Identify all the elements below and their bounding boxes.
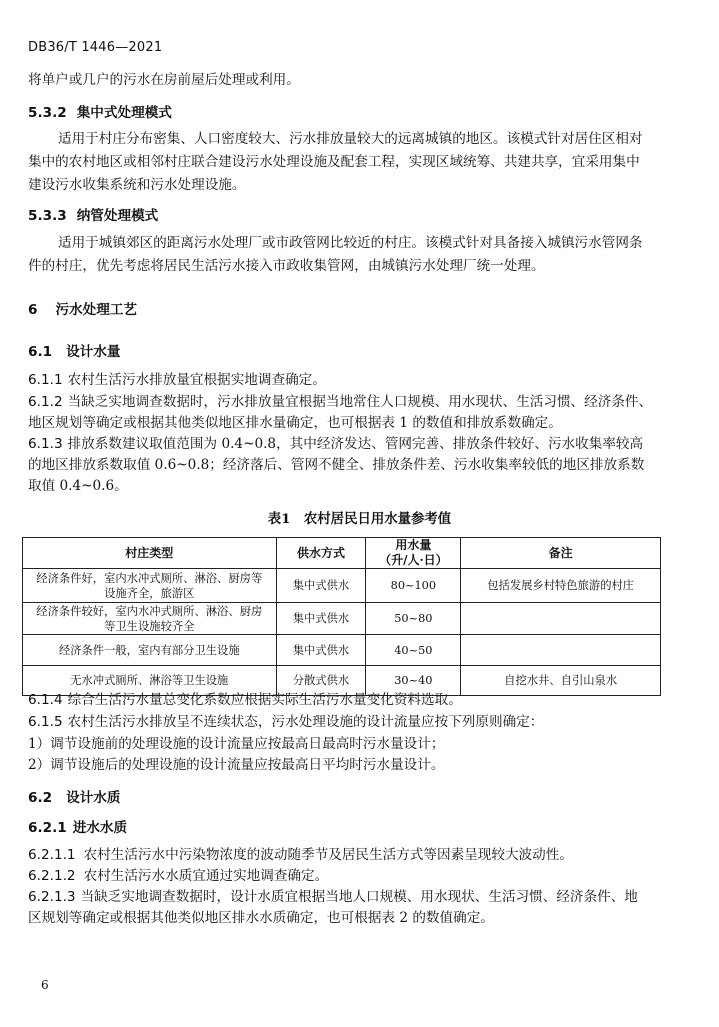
paragraph-continuation: 将单户或几户的污水在房前屋后处理或利用。 [28, 72, 300, 88]
cell-village-type [23, 569, 277, 603]
cell-supply: 分散式供水 [276, 666, 366, 696]
heading-5-3-3 [28, 206, 158, 226]
paragraph-line: 件的村庄，优先考虑将居民生活污水接入市政收集管网，由城镇污水处理厂统一处理。 [28, 258, 545, 274]
clause-6-1-3 [28, 434, 643, 454]
heading-6 [28, 300, 137, 320]
heading-6-1 [28, 342, 120, 362]
cell-line: 设施齐全，旅游区 [104, 586, 195, 600]
clause-number: 6.1.4 [28, 692, 63, 708]
table-row [23, 603, 661, 635]
paragraph-line: 适用于村庄分布密集、人口密度较大、污水排放量较大的远离城镇的地区。该模式针对居住区相对 [58, 131, 643, 147]
cell-note [461, 603, 661, 635]
header-water-line2: （升/人·日） [379, 553, 448, 567]
heading-number: 5.3.3 [28, 208, 67, 224]
cell-supply: 集中式供水 [276, 603, 366, 635]
header-water-amount [366, 538, 461, 569]
clause-6-1-5 [28, 712, 543, 732]
page-number: 6 [41, 978, 49, 992]
clause-number: 6.1.3 [28, 436, 63, 452]
heading-title: 设计水质 [66, 790, 121, 806]
table-row [23, 569, 661, 603]
paragraph-line: 适用于城镇郊区的距离污水处理厂或市政管网比较近的村庄。该模式针对具备接入城镇污水管网条 [58, 235, 643, 251]
heading-6-2-1 [28, 818, 127, 838]
paragraph-line: 地区规划等确定或根据其他类似地区排水量确定，也可根据表 1 的数值和排放系数确定。 [28, 415, 562, 431]
heading-number: 6.2 [28, 790, 53, 806]
clause-text: 当缺乏实地调查数据时，设计水质宜根据当地人口规模、用水现状、生活习惯、经济条件、地 [80, 889, 638, 905]
heading-title: 设计水量 [66, 344, 121, 360]
heading-number: 6.2.1 [28, 820, 67, 836]
heading-title: 纳管处理模式 [76, 208, 159, 224]
cell-note: 自挖水井、自引山泉水 [461, 666, 661, 696]
clause-text: 农村生活污水排放呈不连续状态，污水处理设施的设计流量应按下列原则确定： [67, 714, 544, 730]
cell-line: 经济条件较好，室内水冲式厕所、淋浴、厨房 [36, 604, 263, 618]
clause-6-2-1-3 [28, 887, 638, 907]
water-usage-table [22, 537, 661, 696]
paragraph-line: 的地区排放系数取值 0.6~0.8；经济落后、管网不健全、排放条件差、污水收集率较低的地区排放系数 [28, 457, 645, 473]
cell-note: 包括发展乡村特色旅游的村庄 [461, 569, 661, 603]
list-item: 1）调节设施前的处理设施的设计流量应按最高日最高时污水量设计； [28, 736, 445, 752]
cell-amount: 80~100 [366, 569, 461, 603]
cell-supply: 集中式供水 [276, 569, 366, 603]
table-row [23, 635, 661, 666]
header-village-type: 村庄类型 [23, 538, 277, 569]
clause-6-1-2 [28, 392, 652, 412]
table-header-row [23, 538, 661, 569]
clause-number: 6.1.5 [28, 714, 63, 730]
clause-number: 6.2.1.1 [28, 847, 76, 863]
heading-title: 进水水质 [72, 820, 128, 836]
document-code: DB36/T 1446—2021 [28, 40, 163, 55]
paragraph-line: 取值 0.4~0.6。 [28, 478, 128, 494]
heading-title: 污水处理工艺 [55, 302, 138, 318]
cell-amount: 50~80 [366, 603, 461, 635]
header-supply: 供水方式 [276, 538, 366, 569]
cell-line: 等卫生设施较齐全 [104, 619, 195, 633]
clause-number: 6.1.2 [28, 394, 63, 410]
header-note: 备注 [461, 538, 661, 569]
heading-number: 6 [28, 302, 38, 318]
cell-village-type [23, 603, 277, 635]
clause-6-2-1-1 [28, 845, 573, 865]
clause-text: 综合生活污水量总变化系数应根据实际生活污水量变化资料选取。 [67, 692, 462, 708]
paragraph-line: 集中的农村地区或相邻村庄联合建设污水处理设施及配套工程，实现区域统筹、共建共享，宜采用集中 [28, 154, 640, 170]
paragraph-line: 区规划等确定或根据其他类似地区排水水质确定，也可根据表 2 的数值确定。 [28, 910, 494, 926]
clause-text: 农村生活污水排放量宜根据实地调查确定。 [67, 372, 326, 388]
cell-note [461, 635, 661, 666]
cell-line: 经济条件好，室内水冲式厕所、淋浴、厨房等 [36, 571, 263, 585]
clause-number: 6.2.1.2 [28, 868, 76, 884]
cell-supply: 集中式供水 [276, 635, 366, 666]
cell-village-type: 无水冲式厕所、淋浴等卫生设施 [23, 666, 277, 696]
header-water-line1: 用水量 [395, 538, 432, 552]
cell-amount: 30~40 [366, 666, 461, 696]
heading-number: 5.3.2 [28, 105, 67, 121]
table-caption: 表1 农村居民日用水量参考值 [267, 511, 452, 527]
cell-village-type: 经济条件一般，室内有部分卫生设施 [23, 635, 277, 666]
list-item: 2）调节设施后的处理设施的设计流量应按最高日平均时污水量设计。 [28, 757, 445, 773]
clause-number: 6.2.1.3 [28, 889, 76, 905]
paragraph-line: 建设污水收集系统和污水处理设施。 [28, 177, 246, 193]
clause-number: 6.1.1 [28, 372, 63, 388]
clause-text: 排放系数建议取值范围为 0.4~0.8，其中经济发达、管网完善、排放条件较好、污水收集率较高 [67, 436, 644, 452]
heading-6-2 [28, 788, 120, 808]
clause-text: 农村生活污水中污染物浓度的波动随季节及居民生活方式等因素呈现较大波动性。 [83, 847, 573, 863]
clause-6-2-1-2 [28, 866, 328, 886]
clause-6-1-1 [28, 370, 326, 390]
heading-5-3-2 [28, 103, 172, 123]
clause-6-1-4 [28, 690, 462, 710]
clause-text: 农村生活污水水质宜通过实地调查确定。 [83, 868, 329, 884]
heading-title: 集中式处理模式 [76, 105, 172, 121]
cell-amount: 40~50 [366, 635, 461, 666]
clause-text: 当缺乏实地调查数据时，污水排放量宜根据当地常住人口规模、用水现状、生活习惯、经济条件、 [67, 394, 653, 410]
heading-number: 6.1 [28, 344, 53, 360]
